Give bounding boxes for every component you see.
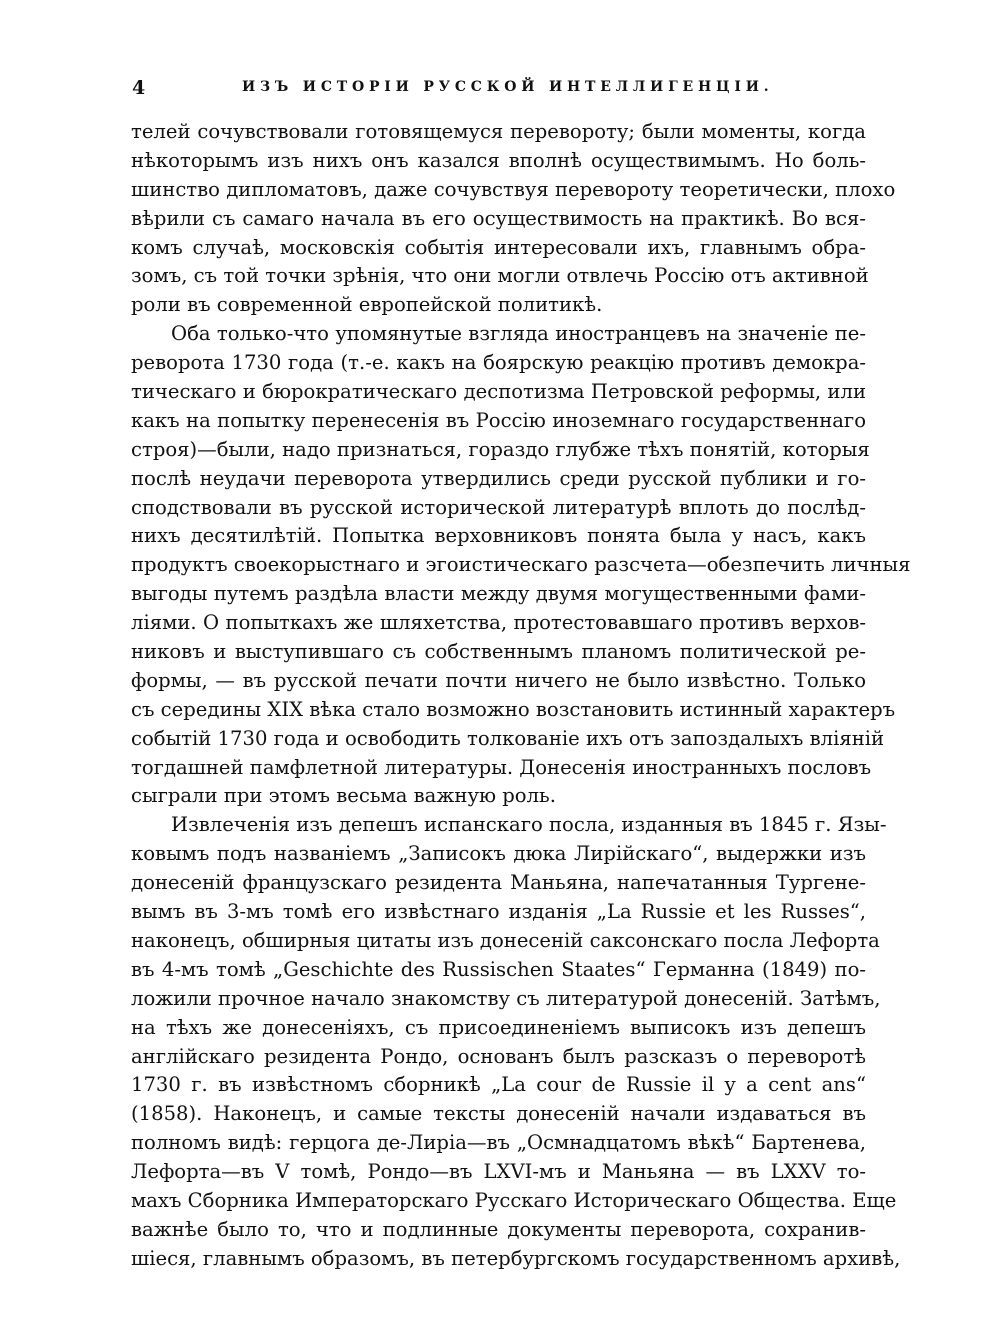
text-line: донесеній французскаго резидента Маньяна, напечатанныя Тургене- xyxy=(131,871,866,895)
paragraph xyxy=(131,118,896,320)
text-line: шинство дипломатовъ, даже сочувствуя перевороту теоретически, плохо xyxy=(131,177,896,201)
paragraph xyxy=(131,320,911,811)
text-line: сподствовали въ русской исторической литературѣ вплоть до послѣд- xyxy=(131,495,866,519)
text-line: тогдашней памфлетной литературы. Донесенія иностранныхъ пословъ xyxy=(131,755,872,779)
text-line: комъ случаѣ, московскія событія интересовали ихъ, главнымъ обра- xyxy=(131,235,866,259)
text-line: Оба только-что упомянутые взгляда иностранцевъ на значеніе пе- xyxy=(171,322,866,346)
running-header xyxy=(132,77,867,103)
text-line: вѣрили съ самаго начала въ его осуществимость на практикѣ. Во вся- xyxy=(131,206,866,230)
text-line: англійскаго резидента Рондо, основанъ былъ разсказъ о переворотѣ xyxy=(131,1044,866,1068)
text-line: (1858). Наконецъ, и самые тексты донесеній начали издаваться въ xyxy=(131,1102,866,1126)
text-line: реворота 1730 года (т.-е. какъ на боярскую реакцію противъ демокра- xyxy=(131,351,866,375)
text-line: вымъ въ 3-мъ томѣ его извѣстнаго изданія „La Russie et les Russes“, xyxy=(131,900,866,924)
page-number: 4 xyxy=(132,77,146,99)
paragraph xyxy=(131,811,901,1273)
running-title: ИЗЪ ИСТОРІИ РУССКОЙ ИНТЕЛЛИГЕНЦІИ. xyxy=(242,79,774,95)
text-line: Извлеченія изъ депешъ испанскаго посла, изданныя въ 1845 г. Язы- xyxy=(171,813,887,837)
text-line: на тѣхъ же донесеніяхъ, съ присоединеніемъ выписокъ изъ депешъ xyxy=(131,1015,866,1039)
text-line: зомъ, съ той точки зрѣнія, что они могли отвлечь Россію отъ активной xyxy=(131,264,869,288)
text-line: Лефорта—въ V томѣ, Рондо—въ LXVI-мъ и Маньяна — въ LXXV то- xyxy=(131,1160,866,1184)
text-line: ковымъ подъ названіемъ „Записокъ дюка Лирійскаго“, выдержки изъ xyxy=(131,842,866,866)
text-line: съ середины XIX вѣка стало возможно возстановить истинный характеръ xyxy=(131,697,896,721)
text-line: важнѣе было то, что и подлинные документы переворота, сохранив- xyxy=(131,1217,866,1241)
text-line: ліями. О попыткахъ же шляхетства, протестовавшаго противъ верхов- xyxy=(131,611,866,635)
text-line: нѣкоторымъ изъ нихъ онъ казался вполнѣ осуществимымъ. Но боль- xyxy=(131,148,866,172)
text-line: махъ Сборника Императорскаго Русскаго Историческаго Общества. Еще xyxy=(131,1188,897,1212)
text-line: роли въ современной европейской политикѣ. xyxy=(131,293,603,317)
text-line: сыграли при этомъ весьма важную роль. xyxy=(131,784,556,808)
text-line: формы, — въ русской печати почти ничего не было извѣстно. Только xyxy=(131,668,866,692)
text-line: тическаго и бюрократическаго деспотизма Петровской реформы, или xyxy=(131,380,866,404)
text-line: наконецъ, обширныя цитаты изъ донесеній саксонскаго посла Лефорта xyxy=(131,928,880,952)
text-line: шіеся, главнымъ образомъ, въ петербургскомъ государственномъ архивѣ, xyxy=(131,1246,901,1270)
text-line: строя)—были, надо признаться, гораздо глубже тѣхъ понятій, которыя xyxy=(131,437,870,461)
text-line: 1730 г. въ извѣстномъ сборникѣ „La cour de Russie il y a cent ans“ xyxy=(131,1073,866,1097)
text-line: выгоды путемъ раздѣла власти между двумя могущественными фами- xyxy=(131,582,866,606)
text-line: никовъ и выступившаго съ собственнымъ планомъ политической ре- xyxy=(131,640,866,664)
text-line: ложили прочное начало знакомству съ литературой донесеній. Затѣмъ, xyxy=(131,986,881,1010)
text-line: событій 1730 года и освободить толкованіе ихъ отъ запоздалыхъ вліяній xyxy=(131,726,885,750)
text-line: нихъ десятилѣтій. Попытка верховниковъ понята была у насъ, какъ xyxy=(131,524,866,548)
text-line: полномъ видѣ: герцога де-Лиріа—въ „Осмнадцатомъ вѣкѣ“ Бартенева, xyxy=(131,1131,866,1155)
text-line: въ 4-мъ томѣ „Geschichte des Russischen Staates“ Германна (1849) по- xyxy=(131,957,866,981)
body-text xyxy=(131,118,911,1274)
text-line: послѣ неудачи переворота утвердились среди русской публики и го- xyxy=(131,466,866,490)
text-line: какъ на попытку перенесенія въ Россію иноземнаго государственнаго xyxy=(131,408,866,432)
text-line: телей сочувствовали готовящемуся перевороту; были моменты, когда xyxy=(131,120,866,143)
text-line: продуктъ своекорыстнаго и эгоистическаго разсчета—обезпечить личныя xyxy=(131,553,911,577)
